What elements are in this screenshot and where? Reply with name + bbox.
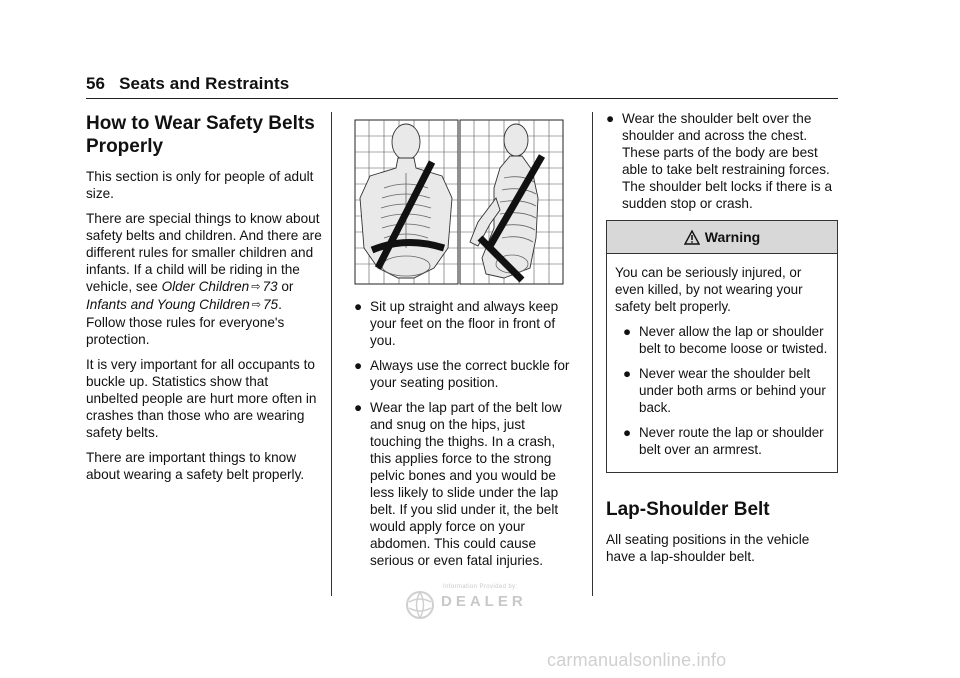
right-column — [606, 110, 838, 565]
paragraph-children: There are special things to know about safety belts and children. And there are different rules for smaller children and infants. If a child will be riding in the vehicle, see Older Children ⇨ 73 or Infants and Young Children ⇨ 75. Follow those rules for everyone's protection. — [86, 211, 322, 347]
shoulder-belt-list — [606, 110, 838, 212]
belt-instructions-list — [354, 298, 580, 569]
list-item: ● Wear the lap part of the belt low and snug on the hips, just touching the thighs. In a crash, this applies force to the strong pelvic bones and you would be less likely to slide under the lap belt. If you slid under it, the belt would apply force on your abdomen. This could cause serious or even fatal injuries. — [354, 400, 562, 568]
page-ref-arrow-icon: ⇨ — [251, 299, 261, 311]
link-infants-young-children[interactable]: Infants and Young Children — [86, 297, 250, 312]
paragraph-important-things: There are important things to know about wearing a safety belt properly. — [86, 450, 305, 482]
warning-list — [615, 323, 829, 458]
warning-triangle-icon — [684, 230, 700, 245]
column-divider-right — [592, 112, 593, 596]
page-ref-arrow-icon: ⇨ — [251, 281, 261, 293]
paragraph-buckle-up: It is very important for all occupants to buckle up. Statistics show that unbelted people are hurt more often in crashes than those who are wearing safety belts. — [86, 357, 317, 440]
bullet-icon: ● — [354, 299, 363, 314]
page-number: 56 — [86, 74, 106, 93]
globe-logo-icon — [405, 590, 435, 620]
warning-intro: You can be seriously injured, or even killed, by not wearing your safety belt properly. — [615, 265, 803, 314]
header-rule — [86, 98, 838, 99]
subsection-heading: Lap-Shoulder Belt — [606, 499, 770, 520]
site-watermark: carmanualsonline.info — [547, 650, 727, 670]
warning-box — [606, 220, 838, 473]
bullet-icon: ● — [354, 358, 363, 373]
bullet-icon: ● — [623, 366, 632, 381]
left-column — [86, 112, 322, 491]
paragraph-adult-size: This section is only for people of adult size. — [86, 169, 314, 201]
bullet-icon: ● — [606, 111, 615, 126]
column-divider-left — [331, 112, 332, 596]
safety-belt-illustration — [354, 118, 564, 286]
section-title: Seats and Restraints — [119, 74, 290, 93]
page-ref-75: 75 — [262, 297, 279, 312]
bullet-icon: ● — [623, 324, 632, 339]
page-header — [86, 74, 289, 94]
dealer-watermark — [405, 584, 555, 624]
watermark-brand: DEALER — [441, 593, 527, 610]
list-item: ● Never route the lap or shoulder belt over an armrest. — [623, 425, 824, 457]
watermark-caption: Information Provided by: — [443, 584, 518, 590]
middle-column — [354, 118, 580, 577]
list-item: ● Always use the correct buckle for your seating position. — [354, 358, 570, 390]
bullet-icon: ● — [623, 425, 632, 440]
list-item: ● Never allow the lap or shoulder belt to become loose or twisted. — [623, 324, 828, 356]
link-older-children[interactable]: Older Children — [161, 279, 250, 294]
warning-title: Warning — [704, 228, 761, 245]
section-heading: How to Wear Safety Belts Properly — [86, 113, 315, 157]
paragraph-lap-shoulder: All seating positions in the vehicle have a lap-shoulder belt. — [606, 532, 810, 564]
warning-header — [607, 221, 837, 254]
page-ref-73: 73 — [262, 279, 278, 294]
list-item: ● Wear the shoulder belt over the shoulder and across the chest. These parts of the body are best able to take belt restraining forces. The shoulder belt locks if there is a sudden stop or crash. — [606, 111, 833, 211]
warning-body — [607, 254, 837, 472]
bullet-icon: ● — [354, 400, 363, 415]
list-item: ● Sit up straight and always keep your feet on the floor in front of you. — [354, 299, 559, 348]
list-item: ● Never wear the shoulder belt under both arms or behind your back. — [623, 366, 826, 415]
